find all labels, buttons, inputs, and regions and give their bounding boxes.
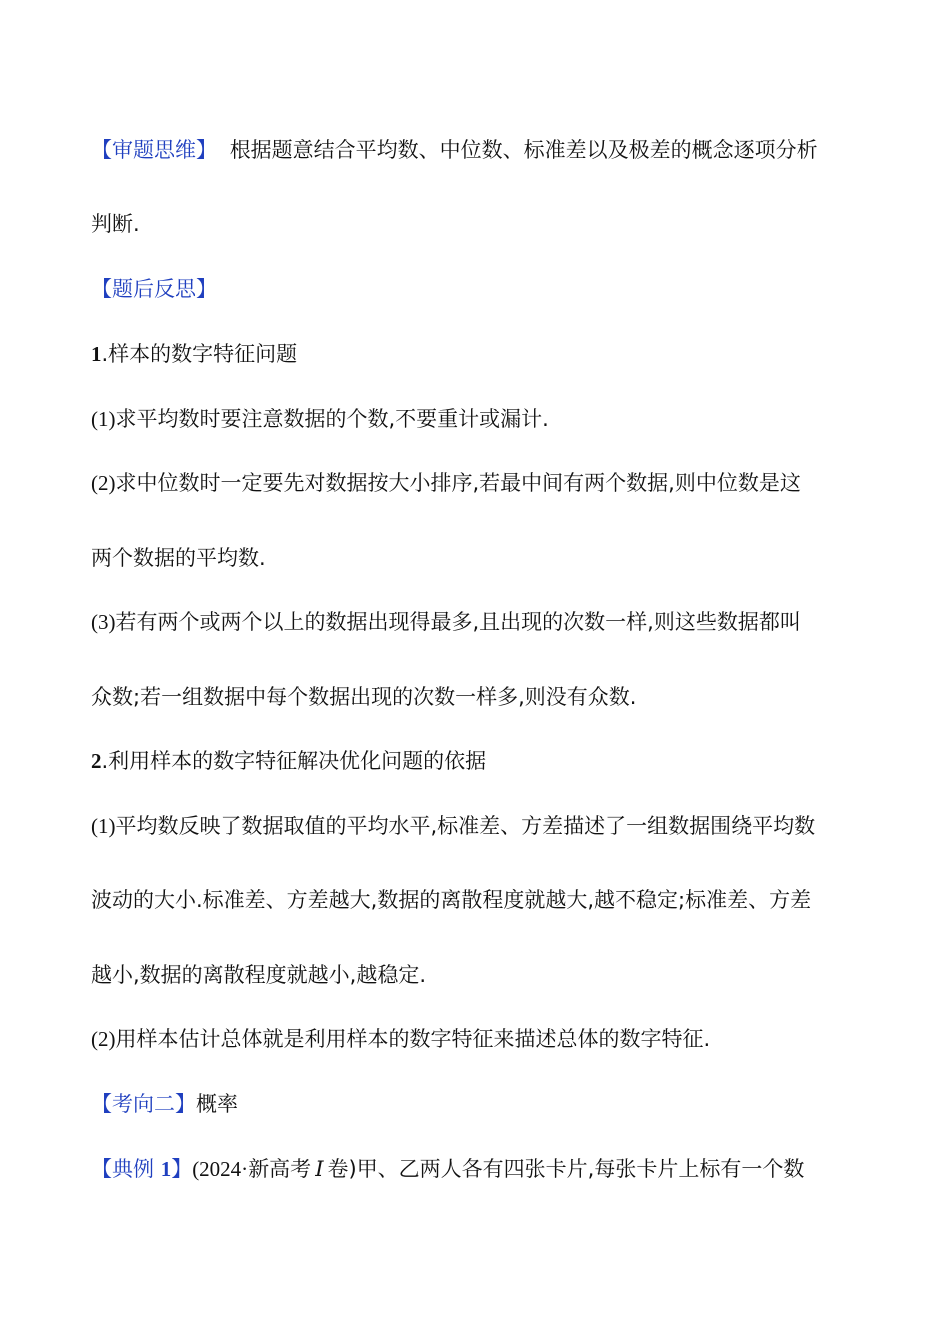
section-2-item-1-cont-2 xyxy=(91,961,426,989)
item-number: (1) xyxy=(91,814,116,838)
shensi-line-2 xyxy=(91,210,140,238)
item-text: 求平均数时要注意数据的个数,不要重计或漏计. xyxy=(115,407,549,431)
item-text: 波动的大小.标准差、方差越大,数据的离散程度就越大,越不稳定;标准差、方差 xyxy=(91,888,812,912)
dianli-tag-number: 1 xyxy=(160,1157,172,1181)
dianli-tag-open: 【典例 xyxy=(91,1157,161,1181)
dianli-source-exam: 新高考 xyxy=(248,1157,312,1181)
dianli-source-open: (2024· xyxy=(192,1157,249,1181)
section-1-item-2 xyxy=(91,469,801,497)
dianli-text: 甲、乙两人各有四张卡片,每张卡片上标有一个数 xyxy=(356,1157,805,1181)
section-1-item-2-cont xyxy=(91,544,266,572)
kaoxiang-heading xyxy=(91,1090,238,1118)
item-text: 用样本估计总体就是利用样本的数字特征来描述总体的数字特征. xyxy=(115,1027,711,1051)
shensi-line-1 xyxy=(91,136,818,164)
section-1-item-3 xyxy=(91,608,801,636)
item-number: (2) xyxy=(91,1027,116,1051)
section-2-item-1-cont xyxy=(91,886,811,914)
item-number: (1) xyxy=(91,407,116,431)
shensi-tag: 【审题思维】 xyxy=(91,138,217,162)
shensi-text-2: 判断. xyxy=(91,212,140,236)
item-text: 两个数据的平均数. xyxy=(91,546,266,570)
item-text: 众数;若一组数据中每个数据出现的次数一样多,则没有众数. xyxy=(91,685,637,709)
item-number: (2) xyxy=(91,471,116,495)
dianli-source-close: 卷) xyxy=(327,1157,357,1181)
section-2-title-text: .利用样本的数字特征解决优化问题的依据 xyxy=(101,749,487,773)
dianli-source-roman: Ⅰ xyxy=(315,1157,324,1181)
section-1-number: 1 xyxy=(91,342,102,366)
item-text: 平均数反映了数据取值的平均水平,标准差、方差描述了一组数据围绕平均数 xyxy=(115,814,816,838)
section-2-title xyxy=(91,747,486,775)
section-2-number: 2 xyxy=(91,749,102,773)
item-text: 求中位数时一定要先对数据按大小排序,若最中间有两个数据,则中位数是这 xyxy=(115,471,801,495)
tihou-heading xyxy=(91,275,217,303)
section-1-item-1 xyxy=(91,405,549,433)
item-number: (3) xyxy=(91,610,116,634)
dianli-tag-close: 】 xyxy=(171,1157,193,1181)
dianli-line xyxy=(91,1155,804,1183)
section-2-item-1 xyxy=(91,812,815,840)
section-1-title xyxy=(91,340,297,368)
section-2-item-2 xyxy=(91,1025,710,1053)
kaoxiang-text: 概率 xyxy=(196,1092,238,1116)
section-1-title-text: .样本的数字特征问题 xyxy=(101,342,298,366)
shensi-text-1: 根据题意结合平均数、中位数、标准差以及极差的概念逐项分析 xyxy=(229,138,818,162)
section-1-item-3-cont xyxy=(91,683,636,711)
item-text: 越小,数据的离散程度就越小,越稳定. xyxy=(91,963,427,987)
tihou-tag: 【题后反思】 xyxy=(91,277,217,301)
item-text: 若有两个或两个以上的数据出现得最多,且出现的次数一样,则这些数据都叫 xyxy=(115,610,801,634)
kaoxiang-tag: 【考向二】 xyxy=(91,1092,196,1116)
